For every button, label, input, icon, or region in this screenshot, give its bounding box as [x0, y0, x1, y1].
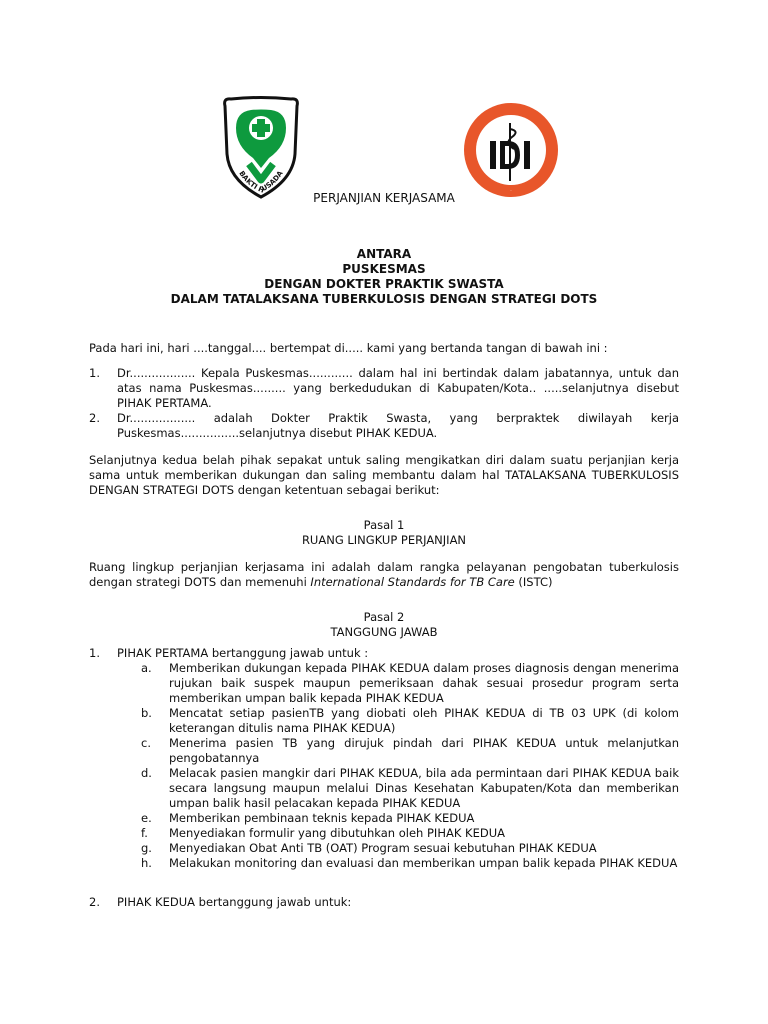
sub-text: Melakukan monitoring dan evaluasi dan memberikan umpan balik kepada PIHAK KEDUA: [169, 856, 678, 870]
sub-letter: h.: [141, 856, 152, 870]
heading-line: ANTARA: [356, 247, 412, 261]
party-item: [89, 366, 679, 411]
sub-text: Melacak pasien mangkir dari PIHAK KEDUA, bila ada permintaan dari PIHAK KEDUA baik secara langsung maupun melalui Dinas Kesehatan Kabupaten/Kota dan memberikan umpan balik hasil pelacakan kepada PIHAK KEDUA: [169, 766, 679, 810]
sub-letter: b.: [141, 706, 152, 720]
sub-text: Menyediakan Obat Anti TB (OAT) Program sesuai kebutuhan PIHAK KEDUA: [169, 841, 597, 855]
document-body: [89, 341, 679, 910]
responsibility-number: 1.: [89, 646, 100, 660]
pasal-1-text: [89, 560, 679, 590]
agreement-paragraph: Selanjutnya kedua belah pihak sepakat untuk saling mengikatkan diri dalam suatu perjanjian kerja sama untuk memberikan dukungan dan saling membantu dalam hal TATALAKSANA TUBERKULOSIS DENGAN STRATEGI DOTS dengan ketentuan sebagai berikut:: [89, 453, 679, 497]
sub-text: Menyediakan formulir yang dibutuhkan oleh PIHAK KEDUA: [169, 826, 505, 840]
sub-letter: d.: [141, 766, 152, 780]
bakti-husada-logo: [219, 94, 303, 200]
party-number: 1.: [89, 366, 100, 380]
sub-letter: f.: [141, 826, 148, 840]
pasal-1-text-start: Ruang lingkup perjanjian kerjasama ini adalah dalam rangka pelayanan pengobatan tuberkulosis dengan strategi DOTS dan memenuhi: [89, 560, 679, 589]
pasal-1-title: Pasal 1: [363, 518, 405, 532]
responsibility-number: 2.: [89, 895, 100, 909]
sub-text: Mencatat setiap pasienTB yang diobati oleh PIHAK KEDUA di TB 03 UPK (di kolom keterangan ditulis nama PIHAK KEDUA): [169, 706, 679, 735]
heading-line: DALAM TATALAKSANA TUBERKULOSIS DENGAN STRATEGI DOTS: [170, 292, 598, 306]
sub-letter: g.: [141, 841, 152, 855]
party-text: Dr.................. adalah Dokter Praktik Swasta, yang berpraktek diwilayah kerja Puskesmas................selanjutnya disebut PIHAK KEDUA.: [117, 411, 679, 440]
svg-text:BAKTI HUSADA: BAKTI HUSADA: [237, 169, 285, 195]
responsibility-item: [89, 895, 679, 910]
sub-item: [89, 811, 679, 826]
responsibility-text: PIHAK PERTAMA bertanggung jawab untuk :: [117, 646, 369, 660]
sub-item: [89, 826, 679, 841]
sub-item: [89, 766, 679, 811]
sub-item: [89, 841, 679, 856]
sub-item: [89, 706, 679, 736]
heading-line: DENGAN DOKTER PRAKTIK SWASTA: [264, 277, 504, 291]
sub-item: [89, 736, 679, 766]
sub-letter: a.: [141, 661, 152, 675]
pasal-2-subtitle: TANGGUNG JAWAB: [330, 625, 438, 639]
responsibility-item: [89, 646, 679, 661]
responsibility-text: PIHAK KEDUA bertanggung jawab untuk:: [117, 895, 352, 909]
sub-text: Menerima pasien TB yang dirujuk pindah dari PIHAK KEDUA untuk melanjutkan pengobatannya: [169, 736, 679, 765]
sub-text: Memberikan dukungan kepada PIHAK KEDUA dalam proses diagnosis dengan menerima rujukan baik suspek maupun pemeriksaan dahak sesuai prosedur program serta memberikan umpan balik kepada PIHAK KEDUA: [169, 661, 679, 705]
sub-letter: e.: [141, 811, 152, 825]
document-title: PERJANJIAN KERJASAMA: [313, 191, 455, 205]
pasal-1-text-end: (ISTC): [514, 575, 553, 589]
pasal-2-title: Pasal 2: [363, 610, 405, 624]
party-number: 2.: [89, 411, 100, 425]
sub-letter: c.: [141, 736, 151, 750]
svg-text:IDI: IDI: [510, 191, 512, 192]
sub-item: [89, 856, 679, 871]
agreement-heading: [0, 247, 768, 307]
heading-line: PUSKESMAS: [342, 262, 426, 276]
istc-title: International Standards for TB Care: [310, 575, 515, 589]
pasal-1-subtitle: RUANG LINGKUP PERJANJIAN: [301, 533, 467, 547]
sub-item: [89, 661, 679, 706]
intro-paragraph: Pada hari ini, hari ....tanggal.... bertempat di..... kami yang bertanda tangan di bawah ini :: [89, 341, 608, 355]
sub-text: Memberikan pembinaan teknis kepada PIHAK KEDUA: [169, 811, 475, 825]
idi-logo: [462, 101, 560, 199]
party-item: [89, 411, 679, 441]
party-text: Dr.................. Kepala Puskesmas............ dalam hal ini bertindak dalam jabatannya, untuk dan atas nama Puskesmas......... yang berkedudukan di Kabupaten/Kota.. .....selanjutnya disebut PIHAK PERTAMA.: [117, 366, 679, 410]
